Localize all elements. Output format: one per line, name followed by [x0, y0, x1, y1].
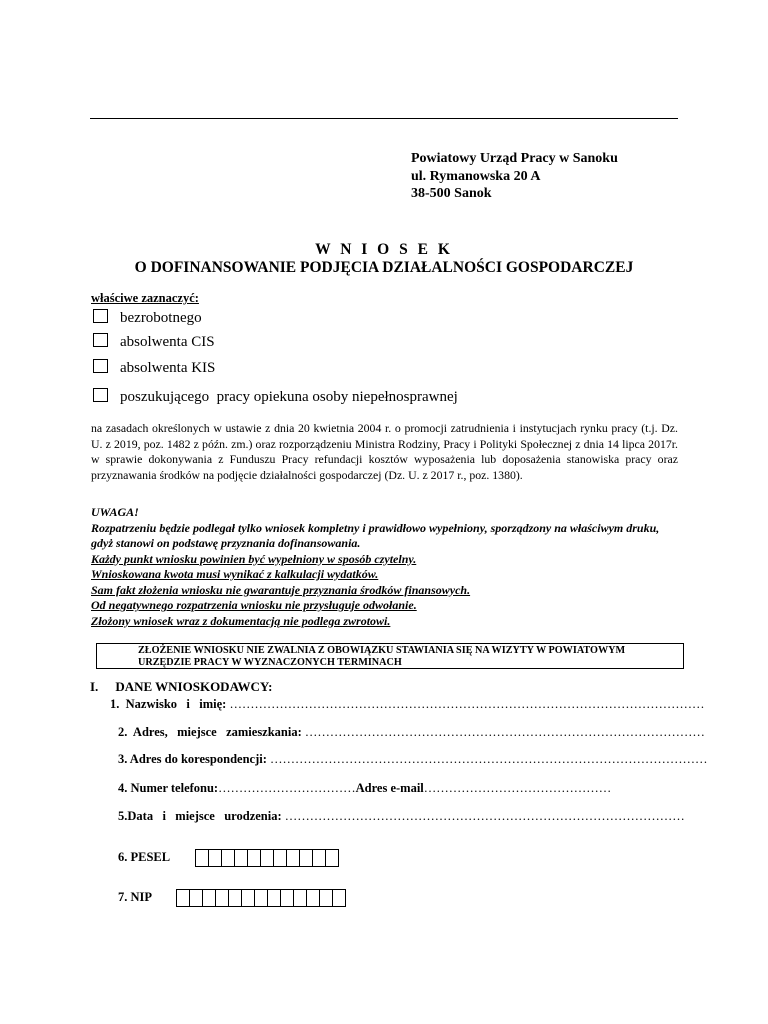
address-line-2: ul. Rymanowska 20 A — [411, 168, 541, 184]
option-label: poszukującego pracy opiekuna osoby niepełnosprawnej — [120, 389, 458, 405]
warning-line: Wnioskowana kwota musi wynikać z kalkulacji wydatków. — [91, 567, 379, 581]
field-address[interactable] — [118, 725, 705, 740]
warning-line: Od negatywnego rozpatrzenia wniosku nie przysługuje odwołanie. — [91, 598, 417, 612]
option-label: bezrobotnego — [120, 310, 202, 326]
digit-box[interactable] — [294, 890, 307, 906]
field-correspondence-label: 3. Adres do korespondencji: — [118, 752, 267, 766]
checkbox[interactable] — [93, 388, 108, 402]
digit-box[interactable] — [229, 890, 242, 906]
warning-block — [91, 505, 683, 629]
field-name[interactable] — [110, 697, 704, 712]
legal-basis-text: na zasadach określonych w ustawie z dnia 20 kwietnia 2004 r. o promocji zatrudnienia i instytucjach rynku pracy (t.j. Dz. U. z 2019, poz. 1482 z późn. zm.) oraz rozporządzeniu Ministra Rodziny, Pracy i Polityki Społecznej z dnia 14 lipca 2017r. w sprawie dokonywania z Funduszu Pracy refundacji kosztów wyposażenia lub doposażenia stanowiska pracy oraz przyznawania środków na podjęcie działalności gospodarczej (Dz. U. z 2017 r., poz. 1380). — [91, 421, 678, 482]
field-birth-label: 5.Data i miejsce urodzenia: — [118, 809, 282, 823]
digit-box[interactable] — [216, 890, 229, 906]
section-number: I. — [90, 679, 99, 694]
pesel-boxes[interactable] — [195, 849, 339, 867]
office-address — [411, 150, 618, 203]
document-subtitle: O DOFINANSOWANIE PODJĘCIA DZIAŁALNOŚCI GOSPODARCZEJ — [134, 259, 634, 276]
field-phone[interactable] — [118, 781, 611, 796]
field-birth[interactable] — [118, 809, 685, 824]
field-nip[interactable] — [118, 889, 346, 907]
warning-heading: UWAGA! — [91, 505, 139, 519]
digit-box[interactable] — [177, 890, 190, 906]
digit-box[interactable] — [222, 850, 235, 866]
option-label: absolwenta KIS — [120, 360, 216, 376]
option-cis[interactable] — [93, 333, 215, 351]
field-phone-label: 4. Numer telefonu: — [118, 781, 219, 795]
field-correspondence[interactable] — [118, 752, 708, 767]
checkbox[interactable] — [93, 309, 108, 323]
digit-box[interactable] — [255, 890, 268, 906]
notice-line-2: URZĘDZIE PRACY W WYZNACZONYCH TERMINACH — [138, 656, 402, 668]
field-address-label: 2. Adres, miejsce zamieszkania: — [118, 725, 302, 739]
digit-box[interactable] — [274, 850, 287, 866]
fill-dots: …………………………………………………………………………………… — [304, 725, 705, 739]
notice-box — [96, 643, 684, 669]
digit-box[interactable] — [196, 850, 209, 866]
digit-box[interactable] — [190, 890, 203, 906]
digit-box[interactable] — [248, 850, 261, 866]
fill-dots: ……………………………………… — [423, 781, 612, 795]
checkbox[interactable] — [93, 333, 108, 347]
digit-box[interactable] — [209, 850, 222, 866]
document-title: W N I O S E K — [315, 241, 453, 258]
warning-line: Każdy punkt wniosku powinien być wypełniony w sposób czytelny. — [91, 551, 417, 566]
option-kis[interactable] — [93, 359, 215, 377]
address-line-1: Powiatowy Urząd Pracy w Sanoku — [411, 151, 618, 166]
address-line-3: 38-500 Sanok — [411, 186, 492, 201]
top-rule — [90, 118, 678, 119]
checkbox[interactable] — [93, 359, 108, 373]
digit-box[interactable] — [281, 890, 294, 906]
digit-box[interactable] — [307, 890, 320, 906]
notice-line-1: ZŁOŻENIE WNIOSKU NIE ZWALNIA Z OBOWIĄZKU STAWIANIA SIĘ NA WIZYTY W POWIATOWYM — [138, 645, 626, 656]
fill-dots: …………………………………………………………………………………………… — [270, 752, 708, 766]
digit-box[interactable] — [300, 850, 313, 866]
digit-box[interactable] — [242, 890, 255, 906]
digit-box[interactable] — [261, 850, 274, 866]
digit-box[interactable] — [287, 850, 300, 866]
digit-box[interactable] — [320, 890, 333, 906]
section-title: DANE WNIOSKODAWCY: — [115, 679, 273, 694]
field-pesel[interactable] — [118, 849, 339, 867]
option-label: absolwenta CIS — [120, 334, 215, 350]
option-caregiver[interactable] — [93, 388, 458, 406]
section-heading — [90, 679, 272, 695]
field-email-label: Adres e-mail — [355, 781, 424, 795]
digit-box[interactable] — [268, 890, 281, 906]
digit-box[interactable] — [235, 850, 248, 866]
mark-instruction: właściwe zaznaczyć: — [91, 291, 199, 305]
field-nip-label: 7. NIP — [118, 889, 153, 904]
digit-box[interactable] — [326, 850, 339, 866]
digit-box[interactable] — [203, 890, 216, 906]
fill-dots: …………………………………………………………………………………… — [284, 809, 685, 823]
option-unemployed[interactable] — [93, 309, 202, 327]
warning-line: Sam fakt złożenia wniosku nie gwarantuje przyznania środków finansowych. — [91, 582, 471, 597]
warning-line: Złożony wniosek wraz z dokumentacją nie podlega zwrotowi. — [91, 613, 391, 628]
digit-box[interactable] — [313, 850, 326, 866]
field-name-label: 1. Nazwisko i imię: — [110, 697, 227, 711]
fill-dots: …………………………………………………………………………………………………… — [229, 697, 705, 711]
fill-dots: …………………………… — [218, 781, 356, 795]
field-pesel-label: 6. PESEL — [118, 849, 171, 864]
nip-boxes[interactable] — [176, 889, 346, 907]
warning-line: Rozpatrzeniu będzie podlegał tylko wniosek kompletny i prawidłowo wypełniony, sporządzony na właściwym druku, gdyż stanowi on podstawę przyznania dofinansowania. — [91, 520, 660, 550]
digit-box[interactable] — [333, 890, 346, 906]
